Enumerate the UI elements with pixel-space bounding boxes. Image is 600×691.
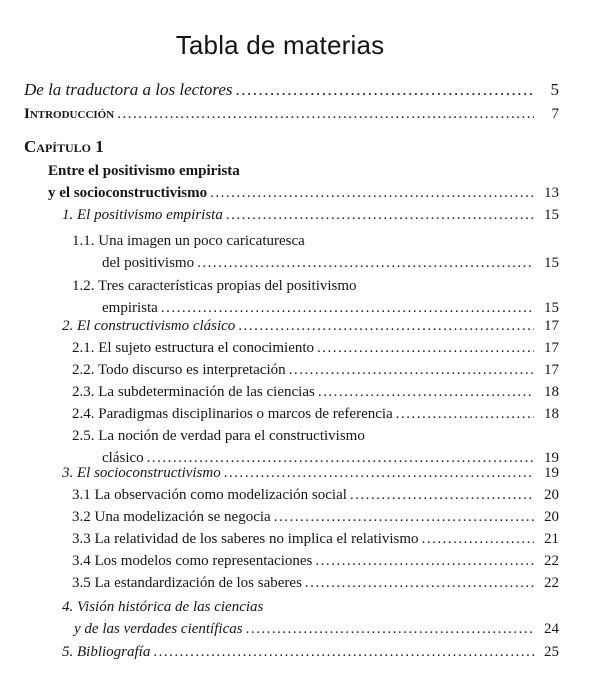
dot-leader [317, 337, 534, 359]
toc-entry-text-line2: del positivismo [102, 255, 195, 271]
dot-leader [153, 641, 534, 663]
toc-entry-text-line2: clásico [102, 450, 144, 466]
toc-entry-2-2 [72, 359, 559, 381]
toc-entry-text-line2: y el socioconstructivismo [48, 185, 208, 201]
toc-entry-text: 2.3. La subdeterminación de las ciencias [72, 384, 315, 400]
toc-page-number: 20 [544, 487, 559, 503]
toc-entry-text: 2.1. El sujeto estructura el conocimiento [72, 340, 315, 356]
toc-page-number: 22 [544, 575, 559, 591]
dot-leader [396, 403, 534, 425]
toc-entry-translator [24, 79, 559, 101]
toc-entry-text: De la traductora a los lectores [24, 80, 233, 99]
toc-entry-3-5 [72, 572, 559, 594]
toc-entry-text-line1: 2.5. La noción de verdad para el constructivismo [72, 428, 365, 444]
toc-page-number: 5 [550, 80, 559, 99]
dot-leader [246, 618, 534, 640]
toc-page-number: 17 [544, 340, 559, 356]
toc-entry-3-1 [72, 484, 559, 506]
dot-leader [305, 572, 534, 594]
dot-leader [117, 103, 534, 125]
toc-entry-section-1 [62, 204, 559, 226]
toc-page-number: 15 [544, 300, 559, 316]
toc-page-number: 18 [544, 384, 559, 400]
dot-leader [197, 252, 534, 274]
toc-page-number: 25 [544, 644, 559, 660]
toc-page-number: 13 [544, 185, 559, 201]
toc-entry-1-1 [72, 230, 559, 274]
toc-entry-section-3 [62, 462, 559, 484]
dot-leader [238, 315, 534, 337]
toc-page-number: 21 [544, 531, 559, 547]
toc-entry-text-line2: empirista [102, 300, 158, 316]
toc-entry-text: 3.3 La relatividad de los saberes no implica el relativismo [72, 531, 419, 547]
toc-entry-text-line1: 1.1. Una imagen un poco caricaturesca [72, 233, 305, 249]
toc-page-number: 22 [544, 553, 559, 569]
toc-entry-chapter-title [48, 160, 559, 204]
toc-page-number: 15 [544, 255, 559, 271]
dot-leader [422, 528, 534, 550]
toc-entry-section-5 [62, 641, 559, 663]
toc-page-number: 15 [544, 207, 559, 223]
dot-leader [350, 484, 534, 506]
dot-leader [315, 550, 534, 572]
toc-page-number: 20 [544, 509, 559, 525]
toc-entry-text: 5. Bibliografía [62, 644, 151, 660]
toc-entry-section-4 [62, 596, 559, 640]
toc-entry-text-line2: y de las verdades científicas [74, 621, 243, 637]
toc-entry-2-4 [72, 403, 559, 425]
toc-entry-text-line1: 1.2. Tres características propias del positivismo [72, 278, 357, 294]
toc-page-number: 7 [551, 106, 559, 122]
toc-entry-text: 3.2 Una modelización se negocia [72, 509, 271, 525]
toc-entry-3-2 [72, 506, 559, 528]
toc-entry-text: 3.5 La estandardización de los saberes [72, 575, 302, 591]
toc-page-number: 17 [544, 318, 559, 334]
toc-entry-2-3 [72, 381, 559, 403]
toc-page-number: 24 [544, 621, 559, 637]
toc-entry-text: 1. El positivismo empirista [62, 207, 223, 223]
toc-entry-text: 3. El socioconstructivismo [62, 465, 221, 481]
toc-page-number: 18 [544, 406, 559, 422]
dot-leader [236, 79, 534, 101]
toc-entry-text: 2.2. Todo discurso es interpretación [72, 362, 286, 378]
toc-entry-text-line1: 4. Visión histórica de las ciencias [62, 599, 264, 615]
toc-entry-3-3 [72, 528, 559, 550]
toc-entry-text-line1: Entre el positivismo empirista [48, 163, 240, 179]
dot-leader [289, 359, 534, 381]
toc-entry-section-2 [62, 315, 559, 337]
toc-entry-1-2 [72, 275, 559, 319]
dot-leader [210, 182, 534, 204]
toc-page-number: 19 [544, 465, 559, 481]
toc-entry-text: 2.4. Paradigmas disciplinarios o marcos de referencia [72, 406, 393, 422]
chapter-label: Capítulo 1 [24, 137, 104, 156]
toc-entry-text: 2. El constructivismo clásico [62, 318, 236, 334]
toc-entry-text: Introducción [24, 106, 115, 122]
toc-entry-text: 3.4 Los modelos como representaciones [72, 553, 313, 569]
toc-entry-introduction [24, 103, 559, 125]
dot-leader [274, 506, 534, 528]
toc-entry-text: 3.1 La observación como modelización social [72, 487, 347, 503]
toc-entry-2-1 [72, 337, 559, 359]
dot-leader [224, 462, 534, 484]
dot-leader [318, 381, 534, 403]
dot-leader [226, 204, 534, 226]
toc-entry-3-4 [72, 550, 559, 572]
page-title: Tabla de materias [175, 30, 385, 60]
toc-page-number: 19 [544, 450, 559, 466]
toc-page-number: 17 [544, 362, 559, 378]
